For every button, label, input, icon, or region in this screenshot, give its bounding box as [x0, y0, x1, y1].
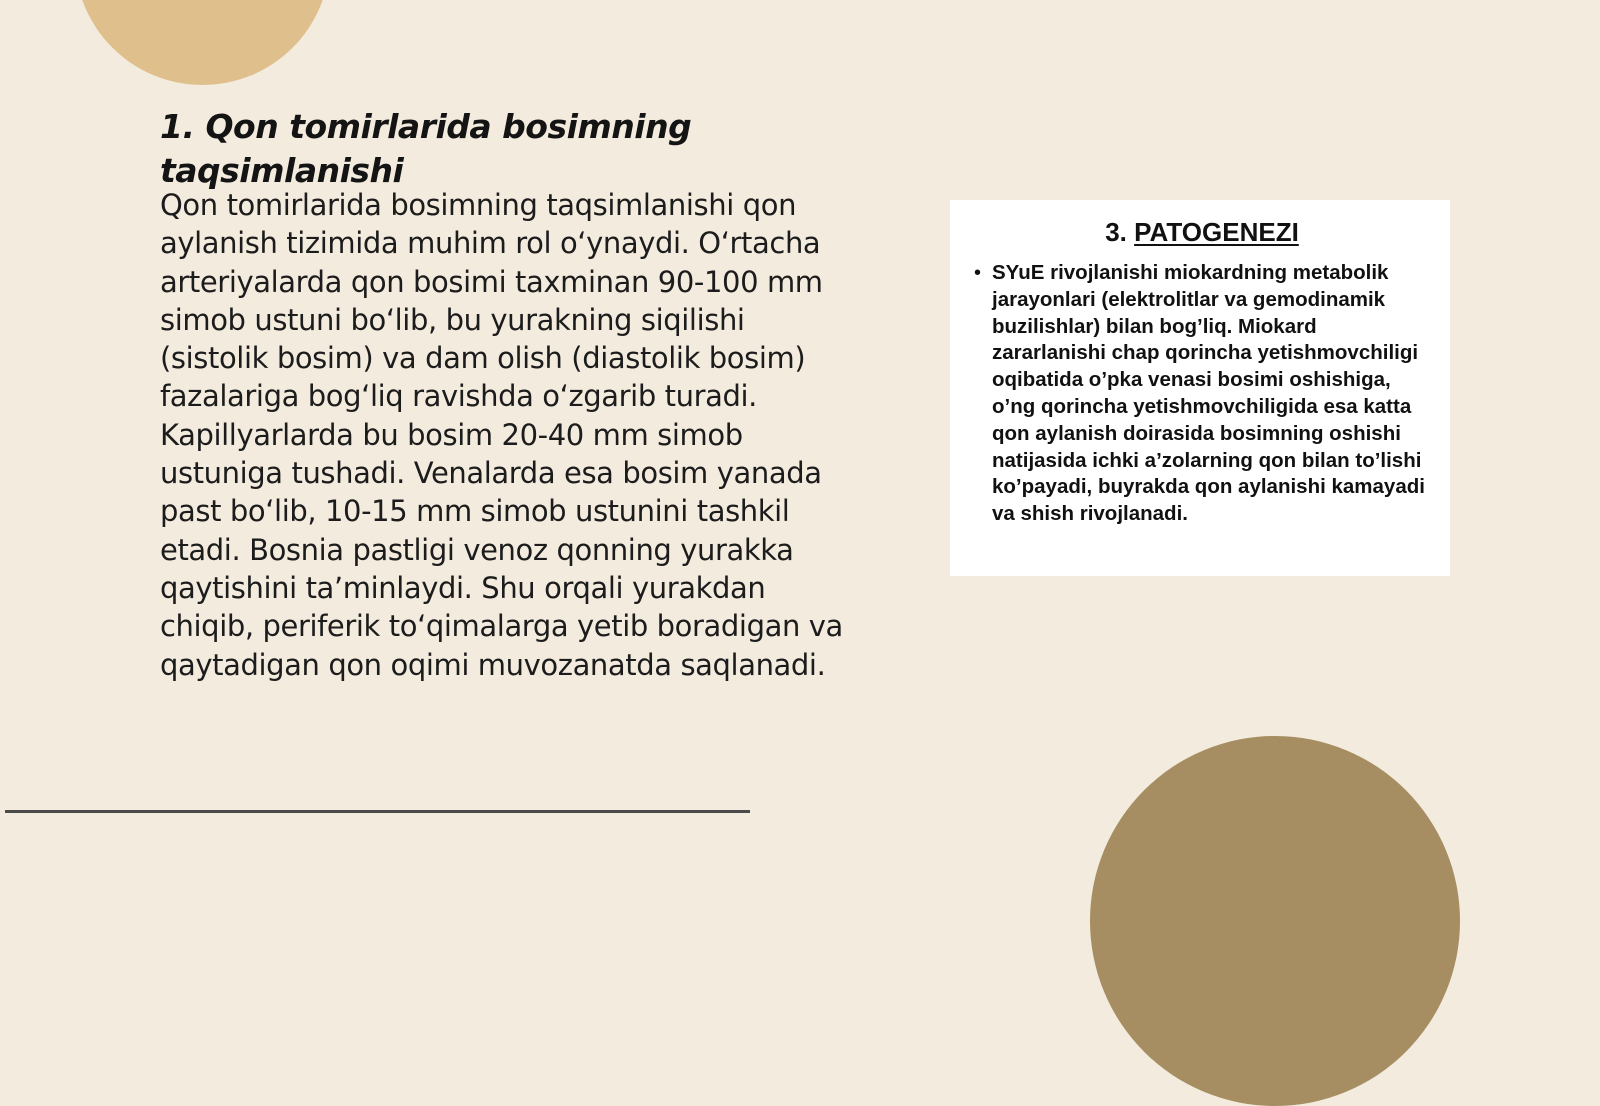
patogenez-card	[950, 200, 1450, 576]
card-title-word: PATOGENEZI	[1134, 217, 1299, 247]
card-title-number: 3.	[1105, 217, 1127, 247]
decorative-circle-top	[75, 0, 330, 85]
card-title	[974, 216, 1430, 248]
card-bullet-text: SYuE rivojlanishi miokardning metabolik jarayonlari (elektrolitlar va gemodinamik buzilishlar) bilan bog’liq. Miokard zararlanishi chap qorincha yetishmovchiligi oqibatida o’pka venasi bosimi oshishiga, o’ng qorincha yetishmovchiligida esa katta qon aylanish doirasida bosimning oshishi natijasida ichki a’zolarning qon bilan to’lishi ko’payadi, buyrakda qon aylanishi kamayadi va shish rivojlanadi.	[992, 261, 1425, 526]
slide-title: 1. Qon tomirlarida bosimning taqsimlanishi	[160, 107, 692, 190]
slide-body-text: Qon tomirlarida bosimning taqsimlanishi qon aylanish tizimida muhim rol oʻynaydi. Oʻrtacha arteriyalarda qon bosimi taxminan 90-100 mm simob ustuni boʻlib, bu yurakning siqilishi (sistolik bosim) va dam olish (diastolik bosim) fazalariga bogʻliq ravishda oʻzgarib turadi. Kapillyarlarda bu bosim 20-40 mm simob ustuniga tushadi. Venalarda esa bosim yanada past boʻlib, 10-15 mm simob ustunini tashkil etadi. Bosnia pastligi venoz qonning yurakka qaytishini taʼminlaydi. Shu orqali yurakdan chiqib, periferik toʻqimalarga yetib boradigan va qaytadigan qon oqimi muvozanatda saqlanadi.	[160, 188, 843, 682]
divider-line	[5, 810, 750, 813]
card-bullet-item	[974, 260, 1430, 528]
decorative-circle-bottom	[1090, 736, 1460, 1106]
bullet-icon: •	[974, 262, 982, 284]
